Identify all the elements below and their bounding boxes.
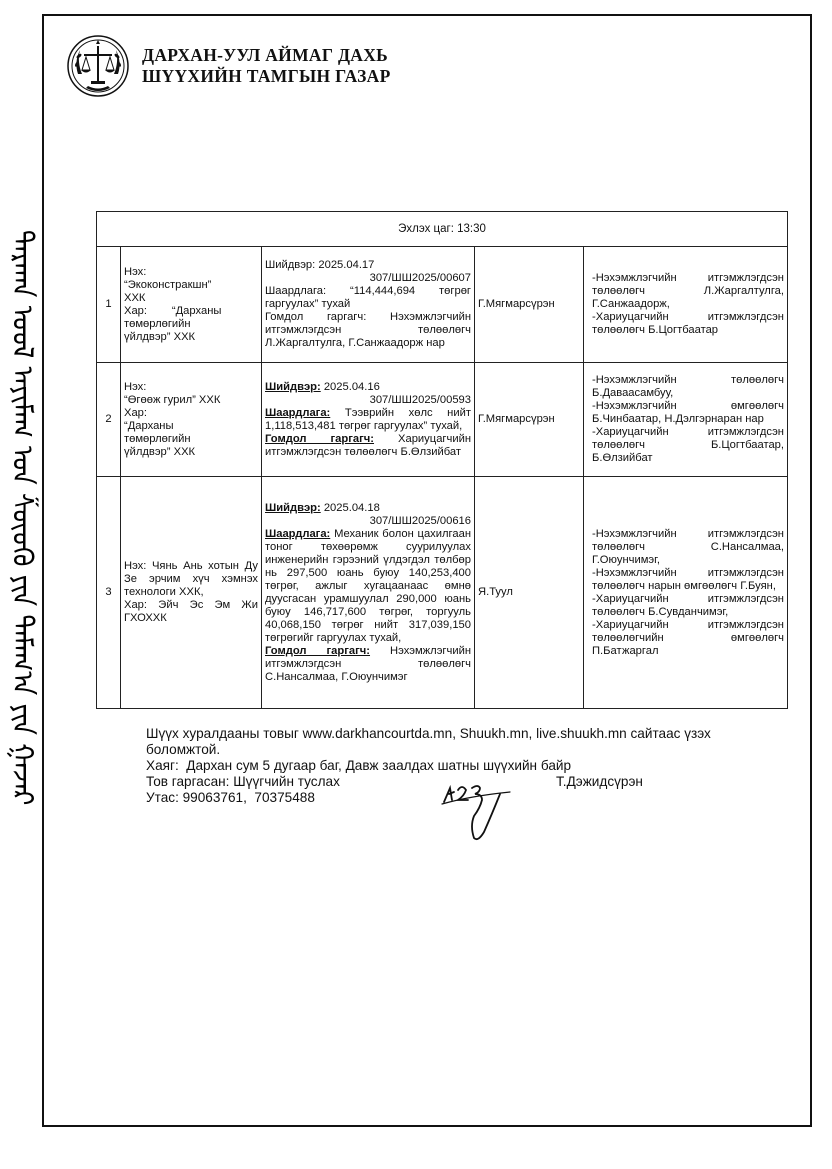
participant-line: -Нэхэмжлэгчийн итгэмжлэгдсэн төлөөлөгч С.Нансалмаа, Г.Оюунчимэг, — [592, 527, 784, 566]
party-line: Хар: “Дарханы — [124, 304, 222, 317]
party-line: “Дарханы — [124, 419, 174, 432]
case-number: 307/ШШ2025/00607 — [369, 272, 471, 284]
appeal-text: Хариуцагчийн итгэмжлэгдсэн төлөөлөгч Б.Өлзийбат — [265, 432, 471, 458]
decision-date: 2025.04.16 — [323, 380, 380, 393]
judge-name: Я.Туул — [475, 477, 584, 709]
org-name-line1: ДАРХАН-УУЛ АЙМАГ ДАХЬ — [142, 45, 389, 65]
phone: Утас: 99063761, 70375488 — [146, 790, 315, 805]
party-line: “Экоконстракшн” — [124, 278, 212, 291]
letterhead — [66, 34, 391, 98]
party-line: Нэх: — [124, 380, 147, 393]
party-line: төмөрлөгийн — [124, 432, 191, 445]
participants — [584, 363, 788, 477]
start-time: Эхлэх цаг: 13:30 — [97, 212, 788, 247]
party-line: төмөрлөгийн — [124, 317, 191, 330]
decision-date: 2025.04.17 — [318, 259, 375, 271]
claim-label: Шаардлага: — [265, 406, 331, 419]
org-name-line2: ШҮҮХИЙН ТАМГЫН ГАЗАР — [142, 66, 391, 86]
case-details — [262, 363, 475, 477]
row-number: 1 — [97, 247, 121, 363]
participant-line: -Хариуцагчийн итгэмжлэгдсэн төлөөлөгчийн өмгөөлөгч П.Батжаргал — [592, 618, 784, 657]
participant-line: -Хариуцагчийн итгэмжлэгдсэн төлөөлөгч Б.Цогтбаатар — [592, 311, 784, 336]
appeal-text: Нэхэмжлэгчийн итгэмжлэгдсэн төлөөлөгч Л.Жаргалтулга, Г.Санжаадорж нар — [265, 311, 472, 349]
participants — [584, 247, 788, 363]
case-parties — [121, 247, 262, 363]
schedule-note: Шүүх хуралдааны товыг www.darkhancourtda.mn, Shuukh.mn, live.shuukh.mn сайтаас үзэх боломжтой. — [146, 726, 711, 757]
party-line: ХХК — [124, 291, 146, 304]
case-details — [262, 477, 475, 709]
case-parties — [121, 363, 262, 477]
party-line: Нэх: — [124, 265, 147, 278]
start-time-row — [97, 212, 788, 247]
row-number: 2 — [97, 363, 121, 477]
claim-text: Механик болон цахилгаан тоног төхөөрөмж суурилуулах инженерийн гэрээний үлдэгдэл төлбөр нь 297,500 юань буюу 140,253,400 төгрөг, ажлыг хугацаанаас өмнө дуусгасан урамшуулал 290,000 юань буюу 146,717,600 төгрөг, торгууль 40,068,150 төгрөг нийт 317,039,150 төгрөгийг гаргуулах тухай, — [265, 527, 471, 644]
participant-line: -Нэхэмжлэгчийн итгэмжлэгдсэн төлөөлөгч Л.Жаргалтулга, Г.Санжаадорж, — [592, 272, 784, 310]
vertical-mongolian-script: ᠳᠠᠷᠬᠠᠨ ᠤᠤᠯ ᠠᠶᠢᠮᠠᠭ ᠤᠨ ᠱᠦᠦᠬᠦ ᠶᠢᠨ ᠲᠠᠮᠠᠭ᠎ᠠ ᠶᠢᠨ ᠭᠠᠵᠠᠷ — [5, 230, 39, 806]
participants — [584, 477, 788, 709]
organization-name — [142, 45, 391, 87]
decision-label: Шийдвэр: — [265, 501, 321, 514]
prepared-by: Тов гаргасан: Шүүгчийн туслах — [146, 774, 340, 789]
participant-line: -Нэхэмжлэгчийн төлөөлөгч Б.Даваасамбуу, — [592, 374, 784, 399]
signer-name: Т.Дэжидсүрэн — [556, 774, 643, 789]
party-line: Хар: — [124, 406, 148, 419]
appeal-label: Гомдол гаргагч: — [265, 644, 371, 657]
party-line: Нэх: Чянь Ань хотын Ду Зе эрчим хүч хэмнэх технологи ХХК, — [124, 560, 258, 598]
claim-label: Шаардлага: — [265, 527, 331, 540]
case-details — [262, 247, 475, 363]
table-row — [97, 477, 788, 709]
party-line: үйлдвэр” ХХК — [124, 445, 196, 458]
judge-name: Г.Мягмарсүрэн — [475, 363, 584, 477]
table-row — [97, 247, 788, 363]
court-emblem-icon — [66, 34, 130, 98]
decision-date: 2025.04.18 — [323, 501, 380, 514]
claim-text: “114,444,694 төгрөг гаргуулах” тухай — [265, 285, 472, 310]
participant-line: -Хариуцагчийн итгэмжлэгдсэн төлөөлөгч Б.Сувданчимэг, — [592, 592, 784, 618]
party-line: үйлдвэр” ХХК — [124, 330, 196, 343]
appeal-label: Гомдол гаргагч: — [265, 311, 367, 323]
table-row — [97, 363, 788, 477]
appeal-text: Нэхэмжлэгчийн итгэмжлэгдсэн төлөөлөгч С.Нансалмаа, Г.Оюунчимэг — [265, 644, 471, 683]
appeal-label: Гомдол гаргагч: — [265, 432, 375, 445]
case-number: 307/ШШ2025/00616 — [369, 514, 471, 527]
participant-line: -Хариуцагчийн итгэмжлэгдсэн төлөөлөгч Б.Цогтбаатар, Б.Өлзийбат — [592, 426, 784, 464]
address: Хаяг: Дархан сум 5 дугаар баг, Давж заалдах шатны шүүхийн байр — [146, 758, 572, 773]
case-number: 307/ШШ2025/00593 — [369, 393, 471, 406]
handwritten-signature — [440, 780, 530, 850]
case-parties — [121, 477, 262, 709]
row-number: 3 — [97, 477, 121, 709]
participant-line: -Нэхэмжлэгчийн итгэмжлэгдсэн төлөөлөгч нарын өмгөөлөгч Г.Буян, — [592, 566, 784, 592]
party-line: “Өгөөж гурил” ХХК — [124, 393, 221, 406]
hearing-schedule-table — [96, 211, 788, 709]
decision-label: Шийдвэр: — [265, 380, 321, 393]
judge-name: Г.Мягмарсүрэн — [475, 247, 584, 363]
claim-text: Тээврийн хөлс нийт 1,118,513,481 төгрөг гаргуулах” тухай, — [265, 406, 471, 432]
decision-label: Шийдвэр: — [265, 259, 316, 271]
participant-line: -Нэхэмжлэгчийн өмгөөлөгч Б.Чинбаатар, Н.Дэлгэрнаран нар — [592, 400, 784, 425]
claim-label: Шаардлага: — [265, 285, 327, 297]
party-line: Хар: Эйч Эс Эм Жи ГХОХХК — [124, 599, 258, 624]
